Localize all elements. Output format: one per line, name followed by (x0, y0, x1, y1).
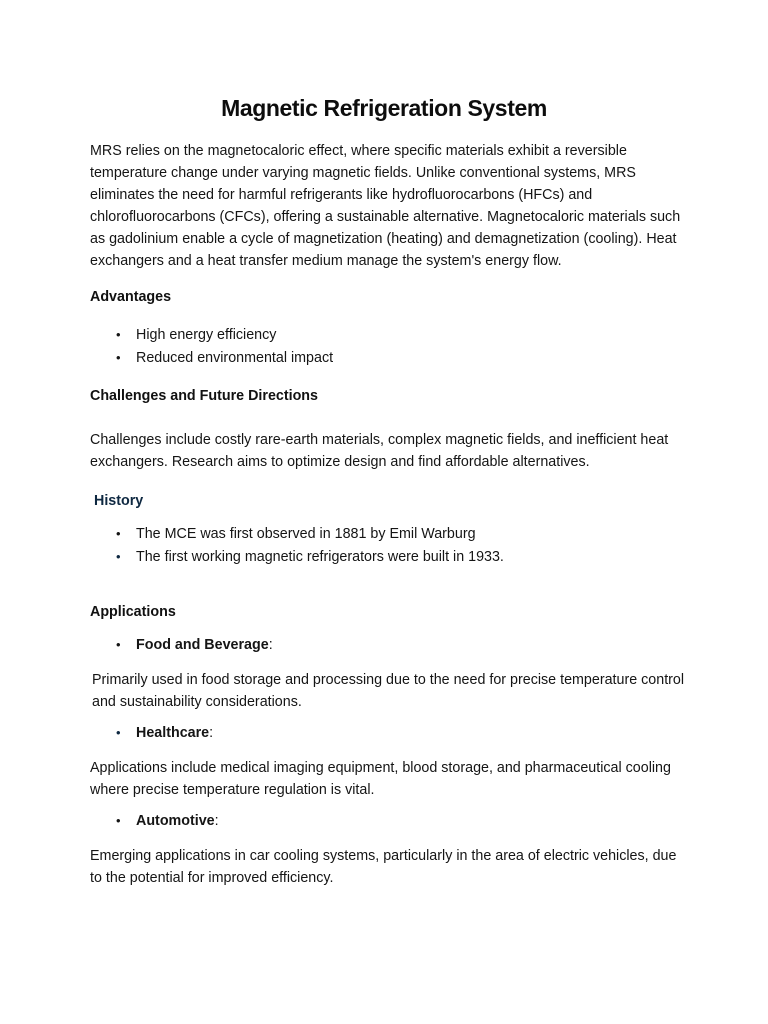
application-description: Applications include medical imaging equipment, blood storage, and pharmaceutical cooling where precise temperature regulation is vital. (90, 760, 671, 798)
history-list-item (116, 549, 504, 565)
challenges-heading: Challenges and Future Directions (90, 388, 318, 404)
intro-paragraph: MRS relies on the magnetocaloric effect, where specific materials exhibit a reversible temperature change under varying magnetic fields. Unlike conventional systems, MRS eliminates the need for harmful refrigerants like hydrofluorocarbons (HFCs) and chlorofluorocarbons (CFCs), offering a sustainable alternative. Magnetocaloric materials such as gadolinium enable a cycle of magnetization (heating) and demagnetization (cooling). Heat exchangers and a heat transfer medium manage the system's energy flow. (90, 143, 681, 269)
bullet-icon: • (116, 526, 121, 541)
advantages-heading: Advantages (90, 289, 172, 305)
application-label: Food and Beverage (136, 637, 269, 653)
page-title: Magnetic Refrigeration System (221, 95, 547, 121)
bullet-icon: • (116, 350, 121, 365)
list-item-text: Reduced environmental impact (136, 350, 334, 366)
bullet-icon: • (116, 637, 121, 652)
application-label: Automotive (136, 813, 215, 829)
applications-list-item (116, 725, 213, 741)
applications-list-item (116, 637, 273, 653)
application-label: Healthcare (136, 725, 210, 741)
bullet-icon: • (116, 725, 121, 740)
history-heading: History (94, 493, 144, 509)
bullet-icon: • (116, 327, 121, 342)
application-description: Emerging applications in car cooling systems, particularly in the area of electric vehicles, due to the potential for improved efficiency. (90, 848, 677, 886)
list-item-text: The MCE was first observed in 1881 by Emil Warburg (136, 526, 476, 542)
history-list-item (116, 526, 476, 542)
bullet-icon: • (116, 549, 121, 564)
advantages-list-item (116, 350, 333, 366)
list-item-text: The first working magnetic refrigerators were built in 1933. (136, 549, 504, 565)
advantages-list-item (116, 327, 276, 343)
application-label-suffix: : (209, 725, 214, 741)
list-item-text: High energy efficiency (136, 327, 277, 343)
bullet-icon: • (116, 813, 121, 828)
application-label-suffix: : (268, 637, 273, 653)
applications-list-item (116, 813, 219, 829)
application-label-suffix: : (214, 813, 219, 829)
application-description: Primarily used in food storage and processing due to the need for precise temperature control and sustainability considerations. (92, 672, 685, 710)
challenges-paragraph: Challenges include costly rare-earth materials, complex magnetic fields, and inefficient heat exchangers. Research aims to optimize design and find affordable alternatives. (90, 432, 669, 470)
applications-heading: Applications (90, 604, 176, 620)
